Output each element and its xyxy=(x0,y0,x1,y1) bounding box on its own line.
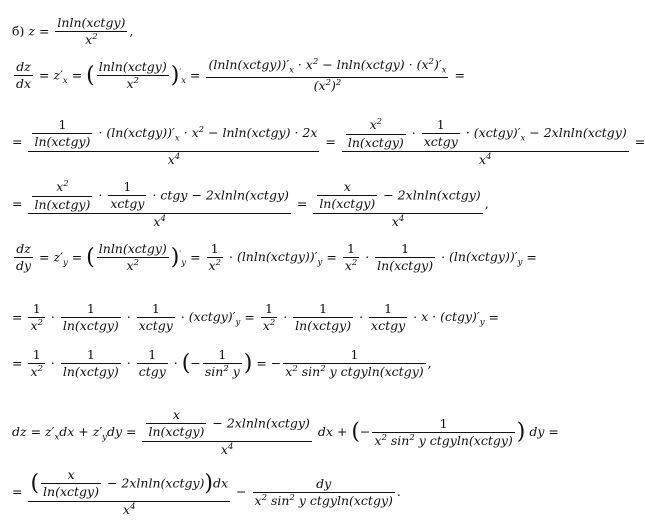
equation-line-2: $\frac{dz}{dx}$ = $z'_x$ = ( $\frac{\text{lnln(xctgy)}}{x^2}$ )$'_x$ = $\frac{(lnln(xctgy))'_x \cdot x^2 - lnln(xctgy) \cdot (x^2)'_x}{(x^2)^2}$ = xyxy=(16,57,465,94)
equation-line-3: = $\frac{1}{\text{ln(xctgy)}}$ · $(\ln(xctgy))'_x \cdot x^2$ − lnln(xctgy) · 2x $x^4$ = $\frac{x^2}{\text{ln(xctgy)}}$ · $\frac{1}{\text{xctgy}}$ · $(xctgy)'_x$ − 2xlnln(xctgy) $x^4$ = xyxy=(12,117,645,168)
equation-line-1: б) z = $\frac{\text{lnln(xctgy)}}{x^2}$ , xyxy=(12,15,134,48)
equation-line-6: = $\frac{1}{x^2}$ · $\frac{1}{\text{ln(xctgy)}}$ · $\frac{1}{\text{xctgy}}$ · $(xctgy)'_y$ = $\frac{1}{x^2}$ · $\frac{1}{\text{ln(xctgy)}}$ · $\frac{1}{\text{xctgy}}$ · $x \cdot (ctgy)'_y$ = xyxy=(12,301,500,334)
equation-line-8: dz = $z'_xdx + z'_ydy$ = $\frac{x}{\text{ln(xctgy)}}$ − 2xlnln(xctgy) $x^4$ dx + (− $\frac{1}{x^2 \sin^2 y ctgyln(xctgy)}$ ) dy = xyxy=(12,407,559,457)
equation-line-9: = ( $\frac{x}{\text{ln(xctgy)}}$ − 2xlnln(xctgy))dx $x^4$ − $\frac{dy}{x^2 \sin^2 y ctgyln(xctgy)}$ . xyxy=(12,467,401,517)
equation-line-4: = $\frac{x^2}{\text{ln(xctgy)}}$ · $\frac{1}{\text{xctgy}}$ · ctgy − 2xlnln(xctgy) $x^4$ = $\frac{x}{\text{ln(xctgy)}}$ − 2xlnln(xctgy) $x^4$ , xyxy=(12,179,489,230)
equation-line-5: $\frac{dz}{dy}$ = $z'_y$ = ( $\frac{\text{lnln(xctgy)}}{x^2}$ )$'_y$ = $\frac{1}{x^2}$ · $(lnln(xctgy))'_y$ = $\frac{1}{x^2}$ · $\frac{1}{\text{ln(xctgy)}}$ · $(\ln(xctgy))'_y$ = xyxy=(16,241,537,274)
equation-line-7: = $\frac{1}{x^2}$ · $\frac{1}{\text{ln(xctgy)}}$ · $\frac{1}{\text{ctgy}}$ · (− $\frac{1}{\sin^2 y}$ ) = − $\frac{1}{x^2 \sin^2 y ctgyln(xctgy)}$ , xyxy=(12,347,432,380)
